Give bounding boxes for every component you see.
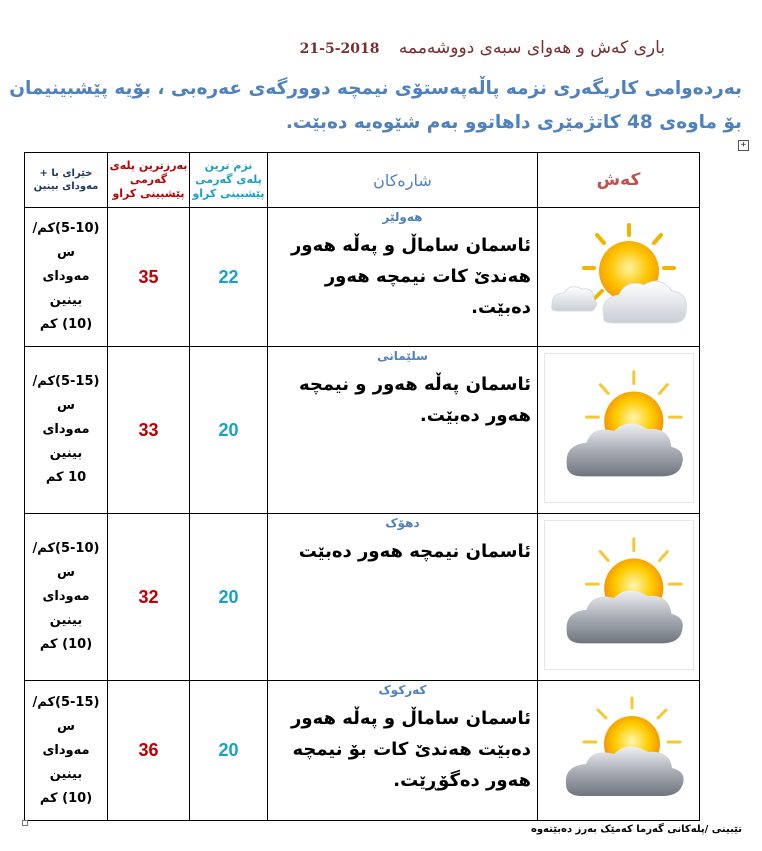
table-row [25, 514, 700, 681]
visibility-value: 10 کم [45, 470, 87, 485]
wind-speed: (5-15)کم/س [32, 374, 100, 413]
wind-cell [25, 514, 108, 681]
weather-description: ئاسمان پەڵە هەور و نیمچە هەور دەبێت. [298, 374, 531, 426]
weather-icon-cell [538, 208, 700, 347]
city-name: دهۆک [385, 516, 420, 530]
city-cell [268, 681, 538, 821]
table-resize-handle[interactable] [22, 820, 28, 826]
visibility-label: مەودای بینین [42, 589, 90, 628]
weather-icon-cell [538, 347, 700, 514]
visibility-value: (10) کم [39, 637, 93, 652]
forecast-date: 21-5-2018 [299, 41, 380, 57]
visibility-value: (10) کم [39, 317, 93, 332]
visibility-label: مەودای بینین [42, 742, 90, 782]
forecast-table [24, 152, 700, 821]
sun-partly-cloudy-icon [544, 213, 694, 338]
min-temp: 20 [190, 514, 268, 681]
wind-speed: (5-10)کم/س [32, 221, 100, 260]
weather-description: ئاسمان ساماڵ و پەڵە هەور دەبێت هەندێ کات بۆ نیمچە هەور دەگۆڕێت. [291, 708, 531, 791]
table-move-handle-icon[interactable]: + [738, 140, 749, 151]
wind-speed: (5-15)کم/س [32, 694, 100, 734]
table-row [25, 347, 700, 514]
header-cities: شارەکان [268, 153, 538, 208]
weather-description: ئاسمان ساماڵ و پەڵە هەور هەندێ کات نیمچە هەور دەبێت. [291, 235, 531, 318]
sun-behind-cloud-icon [544, 686, 694, 811]
max-temp: 33 [108, 347, 190, 514]
table-header-row [25, 153, 700, 208]
header-min-temp: نزم ترین پلەی گەرمی پێشبینی کراو [190, 153, 268, 208]
visibility-label: مەودای بینین [42, 269, 90, 308]
weather-icon-cell [538, 681, 700, 821]
header-weather: کەش [538, 153, 700, 208]
max-temp: 36 [108, 681, 190, 821]
sun-behind-cloud-icon [544, 520, 694, 670]
min-temp: 20 [190, 347, 268, 514]
visibility-label: مەودای بینین [42, 422, 90, 461]
city-name: کەرکوک [378, 683, 427, 697]
wind-cell [25, 347, 108, 514]
city-name: هەولێر [382, 210, 423, 224]
wind-cell [25, 208, 108, 347]
forecast-summary: بەردەوامی کاریگەری نزمە پاڵەپەستۆی نیمچە دوورگەی عەرەبی ، بۆیە پێشبینیمان بۆ ماوەی 48 کاتژمێری داهاتوو بەم شێوەیە دەبێت. [9, 78, 742, 133]
table-row [25, 208, 700, 347]
weather-description: ئاسمان نیمچە هەور دەبێت [298, 541, 531, 562]
title-text: باری کەش و هەوای سبەی دووشەممە [398, 38, 665, 58]
forecast-title [0, 38, 665, 58]
header-wind: خێرای با + مەودای بینین [25, 153, 108, 208]
city-cell [268, 208, 538, 347]
wind-cell [25, 681, 108, 821]
min-temp: 20 [190, 681, 268, 821]
city-cell [268, 514, 538, 681]
max-temp: 35 [108, 208, 190, 347]
min-temp: 22 [190, 208, 268, 347]
city-cell [268, 347, 538, 514]
max-temp: 32 [108, 514, 190, 681]
wind-speed: (5-10)کم/س [32, 541, 100, 580]
weather-icon-cell [538, 514, 700, 681]
visibility-value: (10) کم [39, 790, 93, 806]
table-row [25, 681, 700, 821]
header-max-temp: بەرزترین پلەی گەرمی پێشبینی کراو [108, 153, 190, 208]
footnote: تێبینی /پلەکانی گەرما کەمێک بەرز دەبێتەوە [530, 824, 742, 835]
sun-behind-cloud-icon [544, 353, 694, 503]
city-name: سلێمانی [377, 349, 428, 363]
